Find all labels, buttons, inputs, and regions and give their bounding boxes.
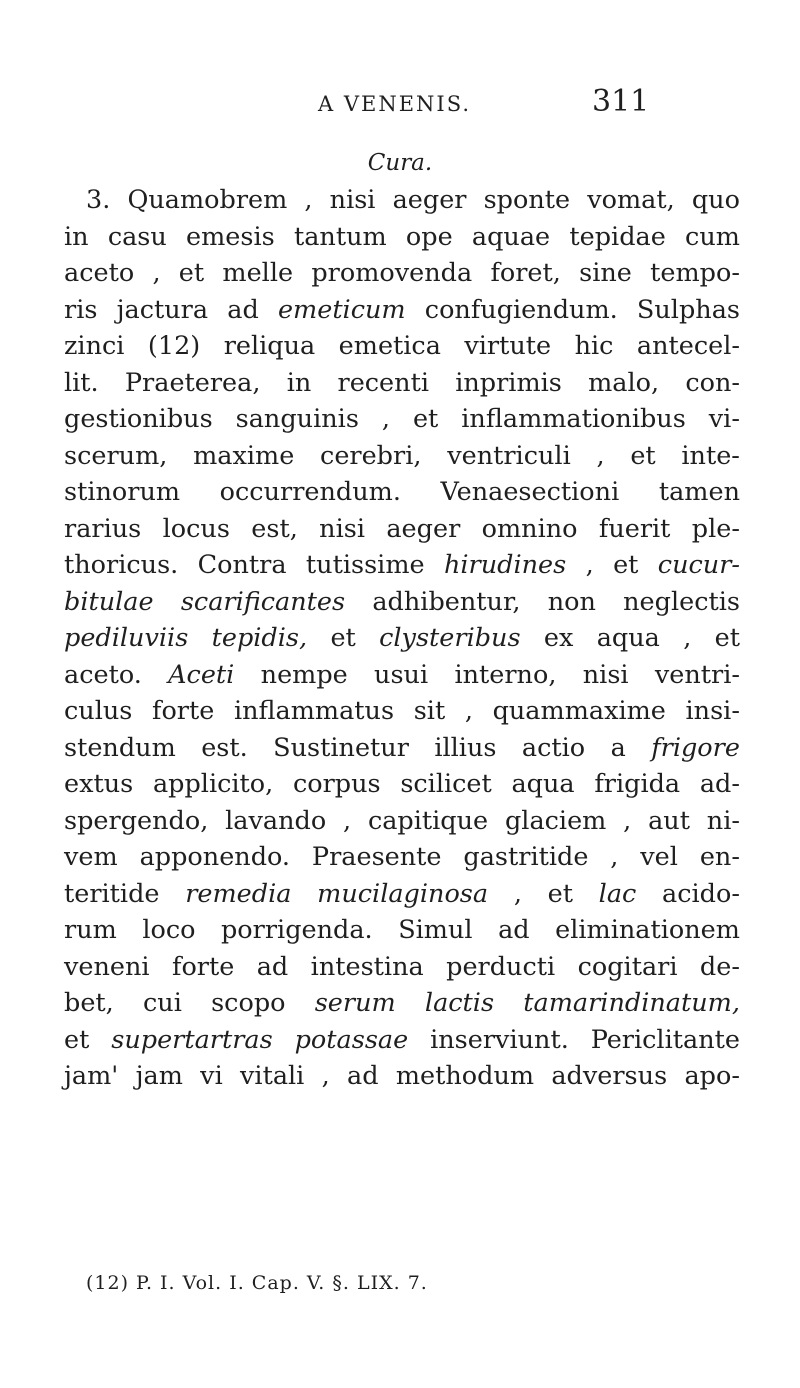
word: confugiendum.	[424, 294, 618, 325]
word: stendum	[64, 732, 176, 763]
word: insi-	[685, 696, 740, 726]
italic-word: clysteribus	[379, 623, 521, 653]
word: ope	[405, 221, 453, 252]
word: scerum,	[64, 440, 168, 471]
word: recenti	[337, 367, 429, 398]
word: de-	[699, 951, 740, 982]
word: aceto.	[64, 659, 142, 690]
italic-word: serum	[314, 988, 396, 1018]
word: tepidae	[569, 221, 666, 252]
italic-word: mucilaginosa	[317, 878, 489, 909]
word: usui	[374, 659, 429, 690]
text-line	[64, 547, 740, 584]
word: acido-	[662, 878, 740, 909]
italic-word: tamarindinatum,	[523, 988, 740, 1018]
word: inflammatus	[233, 696, 395, 726]
word: Periclitante	[590, 1024, 740, 1055]
word: applicito,	[152, 769, 274, 799]
word: perducti	[446, 951, 556, 982]
word: en-	[699, 842, 740, 872]
word: (12)	[147, 331, 201, 361]
word: inserviunt.	[430, 1024, 569, 1055]
word: bet,	[64, 988, 114, 1018]
word: ad-	[699, 769, 740, 799]
word: neglectis	[623, 586, 740, 617]
word: ,	[683, 623, 692, 653]
word: malo,	[588, 367, 660, 398]
word: quo	[691, 185, 740, 215]
word: Contra	[197, 550, 287, 580]
word: corpus	[292, 769, 381, 799]
word: culus	[64, 696, 133, 726]
word: cui	[143, 988, 182, 1018]
word: et	[613, 550, 639, 580]
word: eliminationem	[555, 915, 740, 945]
word: virtute	[464, 331, 552, 361]
word: Quamobrem	[127, 185, 288, 215]
word: a	[610, 732, 626, 763]
word: ,	[343, 805, 352, 836]
word: reliqua	[223, 331, 316, 361]
text-line	[64, 693, 740, 730]
word: sine	[579, 258, 632, 288]
word: cum	[685, 221, 740, 252]
word: sponte	[483, 185, 571, 215]
word: jactura	[116, 294, 209, 325]
word: veneni	[64, 951, 150, 982]
word: et	[412, 404, 439, 434]
italic-word: Aceti	[168, 659, 235, 690]
word: promovenda	[311, 258, 473, 288]
word: con-	[685, 367, 740, 398]
word: emetica	[338, 331, 441, 361]
word: ,	[596, 440, 605, 471]
word: ventri-	[654, 659, 740, 690]
word: emesis	[186, 221, 275, 252]
word: adversus	[551, 1061, 668, 1091]
text-line	[64, 949, 740, 986]
word: ple-	[691, 513, 740, 544]
word: jam'	[64, 1061, 119, 1091]
text-line	[64, 912, 740, 949]
word: scopo	[211, 988, 286, 1018]
word: Praeterea,	[124, 367, 261, 398]
word: gastritide	[463, 842, 589, 872]
italic-word: lactis	[424, 988, 495, 1018]
word: capitique	[367, 805, 489, 836]
word: aeger	[386, 513, 461, 544]
word: 3.	[86, 185, 111, 215]
word: ris	[64, 294, 98, 325]
text-line	[64, 985, 740, 1022]
word: est,	[251, 513, 298, 544]
word: ad	[498, 915, 530, 945]
word: tutissime	[305, 550, 425, 580]
word: tempo-	[650, 258, 740, 288]
italic-word: potassae	[294, 1024, 409, 1055]
text-line	[64, 803, 740, 840]
word: sit	[413, 696, 446, 726]
text-line	[64, 584, 740, 621]
word: Venaesectioni	[440, 477, 620, 507]
italic-word: bitulae	[64, 586, 154, 617]
word: methodum	[395, 1061, 535, 1091]
word: zinci	[64, 331, 125, 361]
word: cogitari	[577, 951, 678, 982]
word: ad	[256, 951, 289, 982]
word: ad	[227, 294, 259, 325]
word: jam	[135, 1061, 183, 1091]
word: lavando	[225, 805, 327, 836]
word: non	[547, 586, 596, 617]
word: inprimis	[455, 367, 562, 398]
text-line	[64, 766, 740, 803]
word: vitali	[240, 1061, 305, 1091]
word: apponendo.	[139, 842, 291, 872]
word: forte	[152, 696, 215, 726]
word: intestina	[310, 951, 424, 982]
footnote: (12) P. I. Vol. I. Cap. V. §. LIX. 7.	[86, 1272, 428, 1294]
text-line	[64, 292, 740, 329]
word: inflammationibus	[461, 404, 686, 434]
word: casu	[107, 221, 167, 252]
word: ,	[381, 404, 390, 434]
word: et	[330, 623, 356, 653]
word: nisi	[582, 659, 629, 690]
word: vomat,	[587, 185, 675, 215]
text-line	[64, 511, 740, 548]
word: forte	[172, 951, 235, 982]
text-line	[64, 474, 740, 511]
word: spergendo,	[64, 805, 209, 836]
word: teritide	[64, 878, 160, 909]
word: actio	[521, 732, 586, 763]
word: stinorum	[64, 477, 181, 507]
word: interno,	[454, 659, 557, 690]
text-line	[64, 839, 740, 876]
text-line	[64, 876, 740, 913]
word: ,	[585, 550, 594, 580]
word: occurrendum.	[219, 477, 401, 507]
word: hic	[574, 331, 614, 361]
word: melle	[222, 258, 294, 288]
word: extus	[64, 769, 134, 799]
word: ventriculi	[447, 440, 571, 471]
word: ,	[321, 1061, 330, 1091]
text-line	[64, 328, 740, 365]
word: vem	[64, 842, 118, 872]
word: aceto	[64, 258, 135, 288]
italic-word: scarificantes	[180, 586, 346, 617]
word: glaciem	[504, 805, 607, 836]
word: est.	[201, 732, 248, 763]
italic-word: supertartras	[111, 1024, 273, 1055]
word: ,	[513, 878, 522, 909]
word: ,	[610, 842, 619, 872]
running-header	[0, 84, 800, 128]
word: nempe	[260, 659, 348, 690]
word: apo-	[684, 1061, 740, 1091]
word: lit.	[64, 367, 99, 398]
word: nisi	[319, 513, 365, 544]
text-line	[64, 255, 740, 292]
word: et	[547, 878, 573, 909]
word: nisi	[329, 185, 376, 215]
italic-word: frigore	[651, 732, 740, 763]
word: et	[64, 1024, 90, 1055]
word: rum	[64, 915, 117, 945]
word: illius	[434, 732, 497, 763]
text-line	[64, 438, 740, 475]
word: loco	[142, 915, 196, 945]
word: porrigenda.	[220, 915, 373, 945]
word: tantum	[293, 221, 387, 252]
word: et	[630, 440, 656, 471]
body-paragraph	[64, 182, 740, 1095]
word: sanguinis	[235, 404, 359, 434]
word: thoricus.	[64, 550, 179, 580]
italic-word: hirudines	[443, 550, 567, 580]
text-line	[64, 620, 740, 657]
text-line	[64, 1058, 740, 1095]
text-line	[64, 1022, 740, 1059]
word: inte-	[681, 440, 740, 471]
text-line	[64, 219, 740, 256]
word: omnino	[481, 513, 578, 544]
word: quammaxime	[492, 696, 666, 726]
word: frigida	[594, 769, 681, 799]
word: rarius	[64, 513, 142, 544]
word: cerebri,	[320, 440, 422, 471]
word: et	[178, 258, 205, 288]
word: vi-	[708, 404, 740, 434]
word: antecel-	[636, 331, 740, 361]
word: in	[286, 367, 312, 398]
italic-word: pediluviis	[64, 623, 189, 653]
word: foret,	[490, 258, 561, 288]
word: locus	[162, 513, 230, 544]
word: ,	[623, 805, 632, 836]
word: vel	[640, 842, 678, 872]
text-line	[64, 182, 740, 219]
word: aut	[648, 805, 690, 836]
italic-word: emeticum	[277, 294, 406, 325]
section-heading: Cura.	[367, 150, 433, 176]
word: Praesente	[311, 842, 442, 872]
italic-word: tepidis,	[211, 623, 308, 653]
italic-word: lac	[598, 878, 637, 909]
word: ex	[543, 623, 574, 653]
page-number: 311	[592, 84, 650, 119]
word: in	[64, 221, 89, 252]
text-line	[64, 365, 740, 402]
word: ,	[464, 696, 473, 726]
word: aqua	[511, 769, 575, 799]
word: fuerit	[598, 513, 671, 544]
word: Sulphas	[636, 294, 740, 325]
word: ad	[347, 1061, 379, 1091]
word: aquae	[471, 221, 551, 252]
word: tamen	[658, 477, 740, 507]
word: adhibentur,	[372, 586, 521, 617]
word: scilicet	[400, 769, 492, 799]
word: gestionibus	[64, 404, 213, 434]
word: et	[714, 623, 740, 653]
text-line	[64, 657, 740, 694]
word: ni-	[706, 805, 740, 836]
word: aqua	[596, 623, 660, 653]
word: ,	[152, 258, 161, 288]
word: Simul	[398, 915, 473, 945]
text-line	[64, 730, 740, 767]
italic-word: cucur-	[657, 550, 740, 580]
running-title: A VENENIS.	[318, 92, 472, 116]
word: vi	[200, 1061, 223, 1091]
word: ,	[304, 185, 313, 215]
word: maxime	[193, 440, 295, 471]
text-line	[64, 401, 740, 438]
word: Sustinetur	[273, 732, 409, 763]
italic-word: remedia	[185, 878, 292, 909]
word: aeger	[392, 185, 467, 215]
